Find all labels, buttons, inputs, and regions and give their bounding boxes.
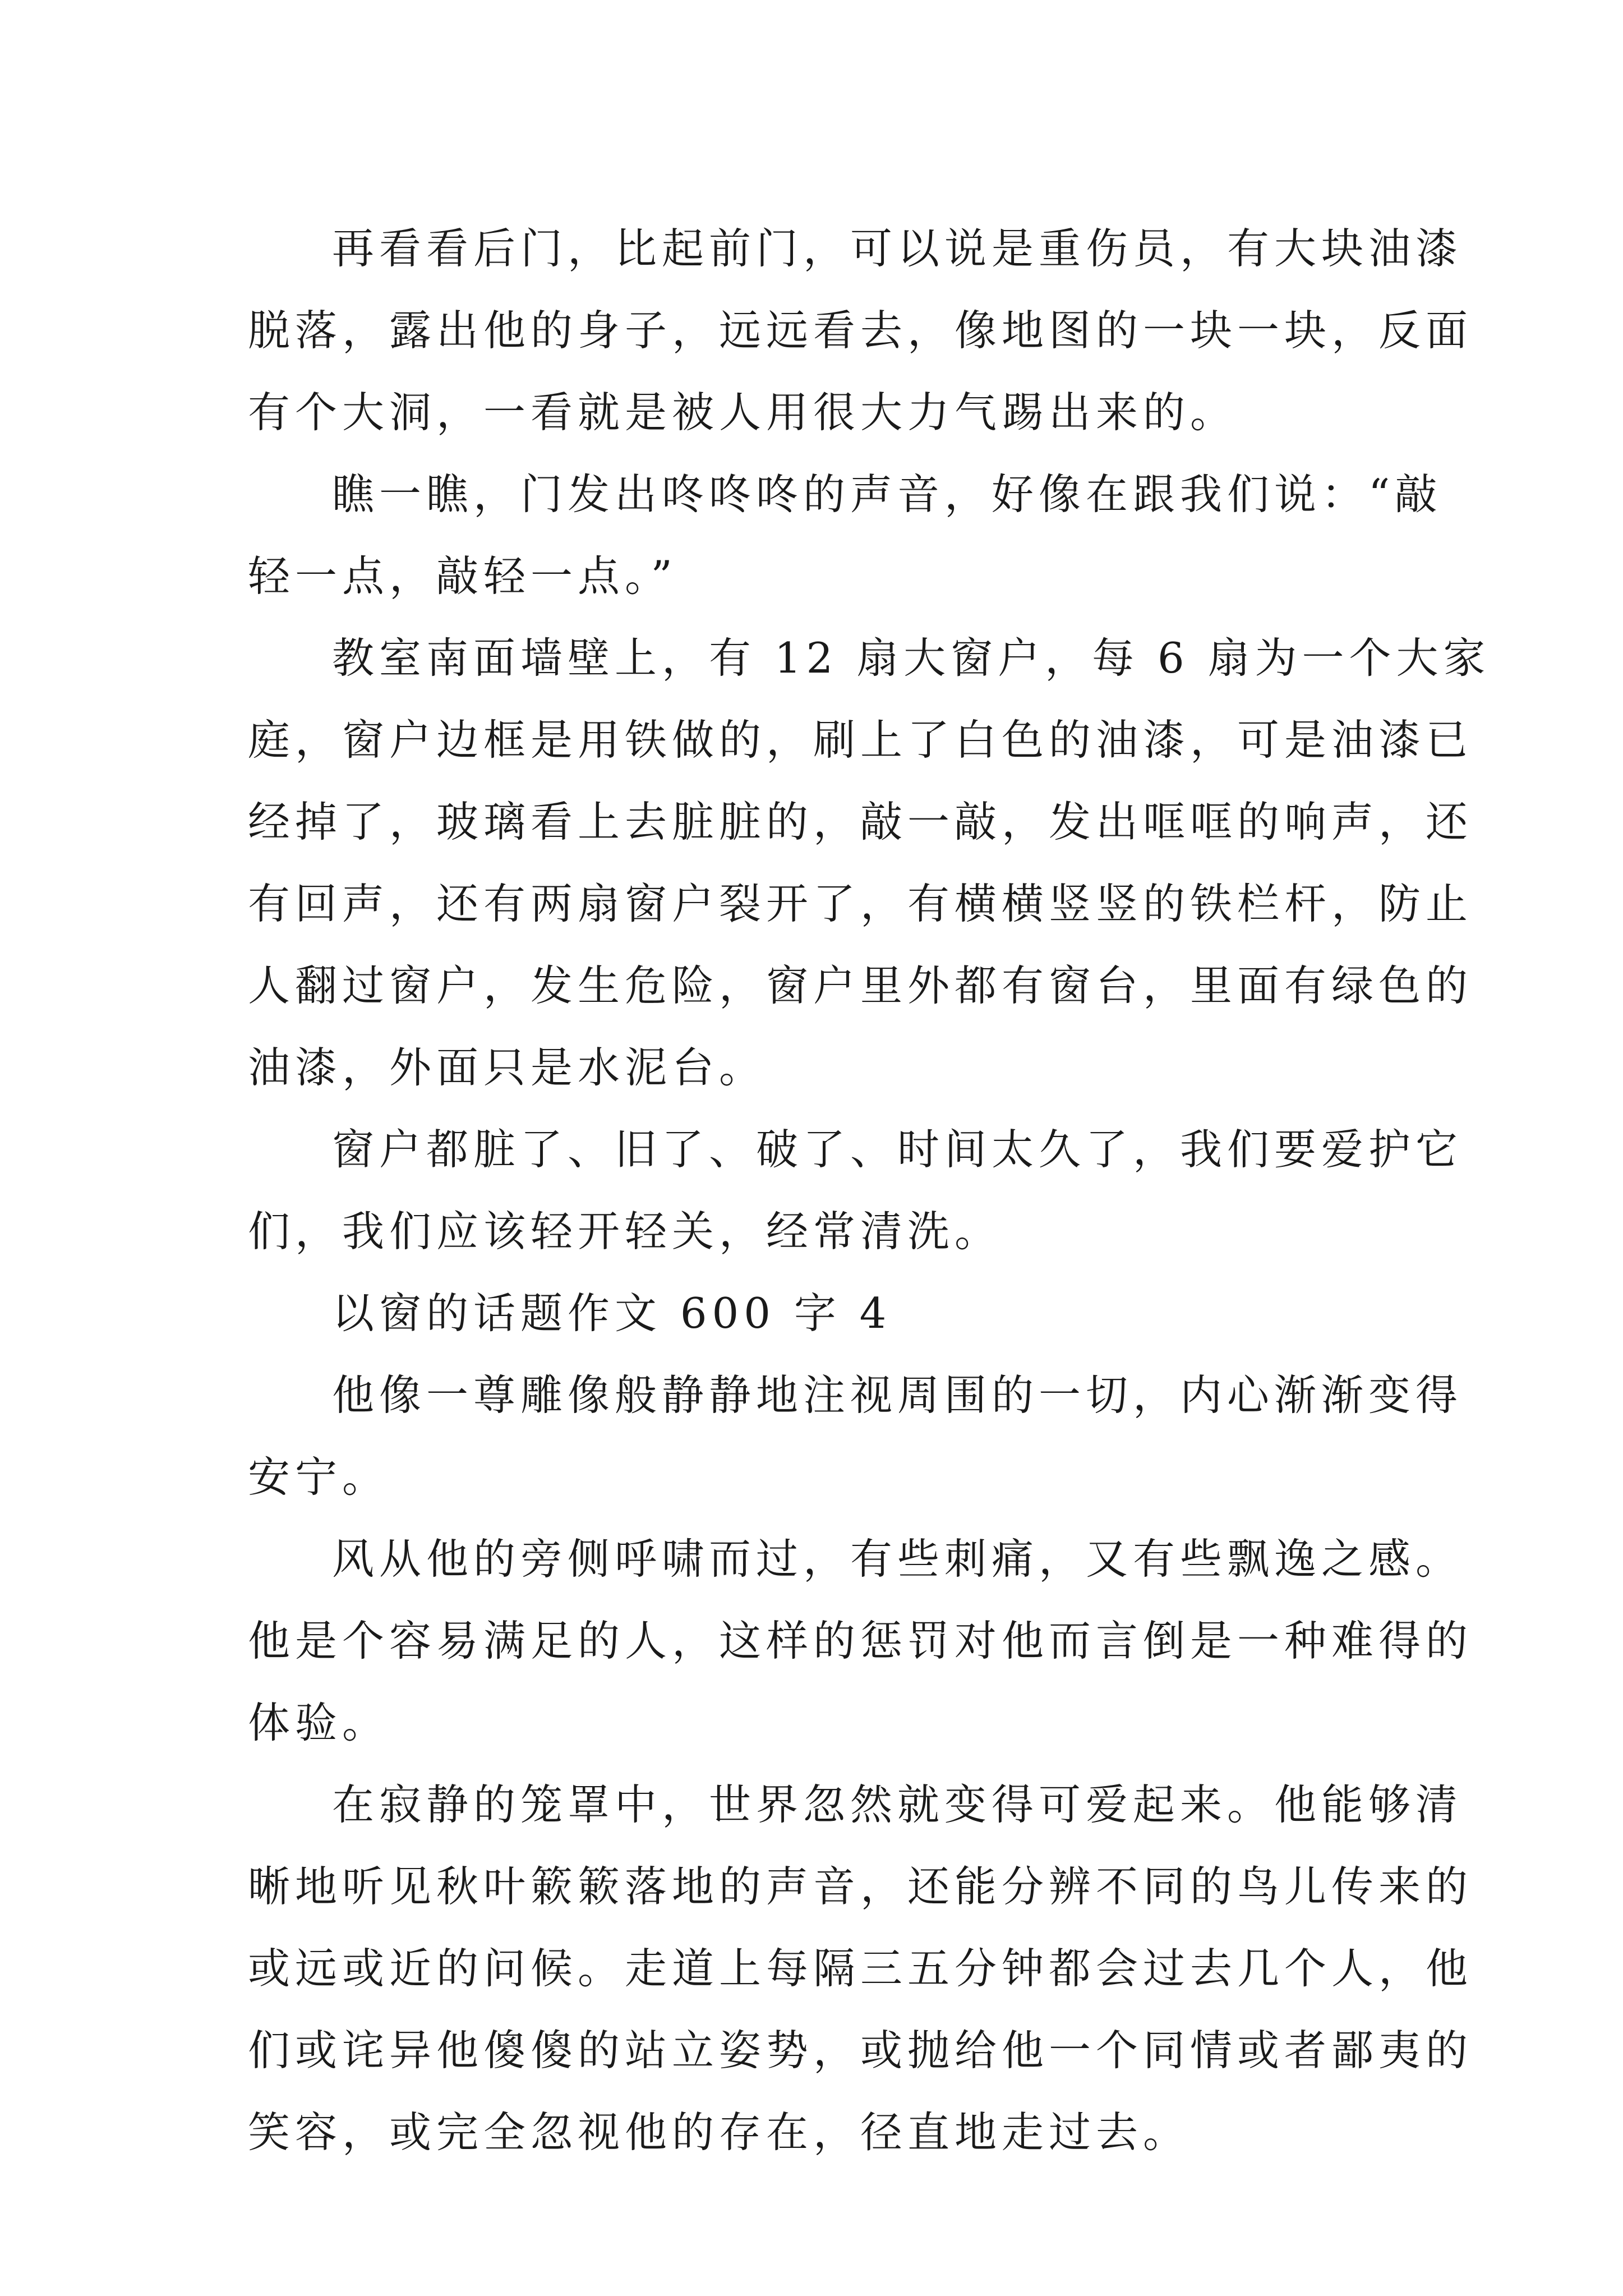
- text-line: 笑容，或完全忽视他的存在，径直地走过去。: [248, 2108, 1191, 2157]
- paragraph-silence: [248, 1764, 1473, 2173]
- text-line: 体验。: [248, 1698, 390, 1747]
- text-line: 安宁。: [248, 1452, 390, 1502]
- text-line: 瞧一瞧，门发出咚咚咚的声音，好像在跟我们说：“敲: [332, 470, 1442, 519]
- text-line: 有个大洞，一看就是被人用很大力气踢出来的。: [248, 388, 1238, 437]
- body-text: [248, 208, 1491, 2173]
- text-line: 他像一尊雕像般静静地注视周围的一切，内心渐渐变得: [332, 1370, 1463, 1420]
- paragraph-statue: [248, 1354, 1463, 1518]
- text-line: 教室南面墙壁上，有 12 扇大窗户，每 6 扇为一个大家: [332, 633, 1491, 683]
- text-line: 经掉了，玻璃看上去脏脏的，敲一敲，发出哐哐的响声，还: [248, 797, 1473, 846]
- paragraph-door-sound: [248, 453, 1442, 617]
- paragraph-protect-windows: [248, 1108, 1463, 1272]
- paragraph-windows: [248, 617, 1491, 1108]
- paragraph-back-door: [248, 208, 1473, 453]
- text-line: 窗户都脏了、旧了、破了、时间太久了，我们要爱护它: [332, 1125, 1463, 1174]
- section-heading: 以窗的话题作文 600 字 4: [332, 1289, 892, 1338]
- text-line: 人翻过窗户，发生危险，窗户里外都有窗台，里面有绿色的: [248, 961, 1473, 1010]
- text-line: 或远或近的问候。走道上每隔三五分钟都会过去几个人，他: [248, 1944, 1473, 1993]
- text-line: 风从他的旁侧呼啸而过，有些刺痛，又有些飘逸之感。: [332, 1534, 1463, 1584]
- text-line: 脱落，露出他的身子，远远看去，像地图的一块一块，反面: [248, 306, 1473, 355]
- paragraph-wind: [248, 1518, 1473, 1764]
- text-line: 庭，窗户边框是用铁做的，刷上了白色的油漆，可是油漆已: [248, 715, 1473, 765]
- text-line: 轻一点，敲轻一点。”: [248, 551, 677, 601]
- text-line: 他是个容易满足的人，这样的惩罚对他而言倒是一种难得的: [248, 1616, 1473, 1665]
- text-line: 有回声，还有两扇窗户裂开了，有横横竖竖的铁栏杆，防止: [248, 879, 1473, 928]
- text-line: 晰地听见秋叶簌簌落地的声音，还能分辨不同的鸟儿传来的: [248, 1862, 1473, 1911]
- text-line: 们或诧异他傻傻的站立姿势，或抛给他一个同情或者鄙夷的: [248, 2026, 1473, 2075]
- text-line: 再看看后门，比起前门，可以说是重伤员，有大块油漆: [332, 224, 1463, 273]
- text-line: 油漆，外面只是水泥台。: [248, 1043, 767, 1092]
- text-line: 在寂静的笼罩中，世界忽然就变得可爱起来。他能够清: [332, 1780, 1463, 1829]
- text-line: 们，我们应该轻开轻关，经常清洗。: [248, 1207, 1002, 1256]
